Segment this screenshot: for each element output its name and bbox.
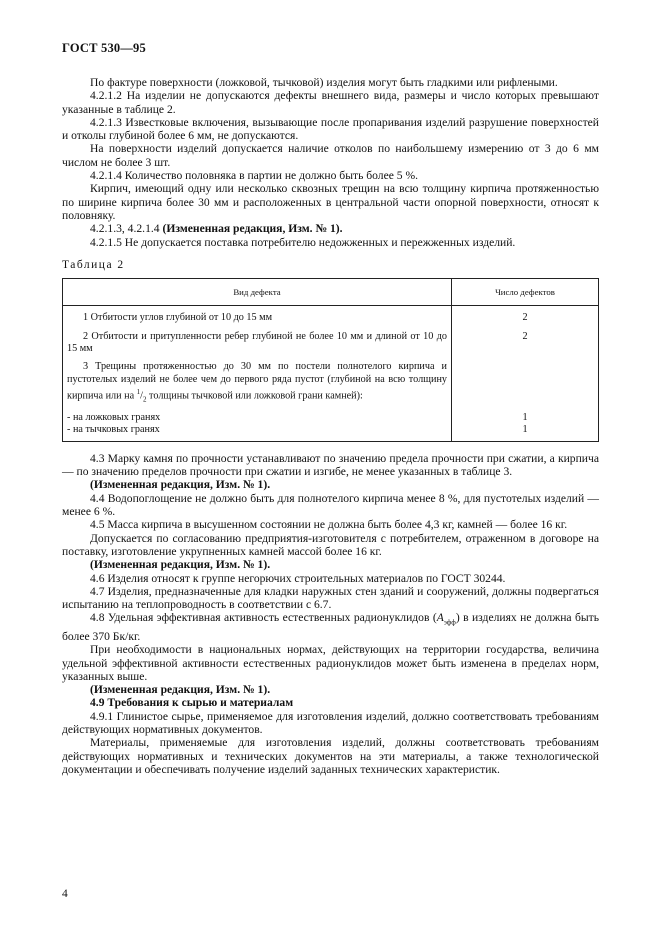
para-4-2-1-3: 4.2.1.3 Известковые включения, вызывающие после пропаривания изделий разрушение поверхностей и отколы глубиной более 6 мм, не допускаются. (62, 115, 599, 143)
activity-symbol: A (436, 611, 444, 625)
para-4-2-1-2: 4.2.1.2 На изделии не допускаются дефекты внешнего вида, размеры и число которых превышают указанные в таблице 2. (62, 89, 599, 116)
edition-note: (Измененная редакция, Изм. № 1). (90, 558, 271, 572)
defects-table (62, 278, 599, 442)
para-4-6: 4.6 Изделия относят к группе негорючих строительных материалов по ГОСТ 30244. (90, 571, 506, 585)
row3a-text: - на ложковых гранях (63, 406, 452, 424)
section-4-9-title: 4.9 Требования к сырью и материалам (90, 696, 294, 710)
table-caption: Таблица 2 (62, 258, 125, 271)
para-otkoly: На поверхности изделий допускается наличие отколов по наибольшему измерению от 3 до 6 мм числом не более 3 шт. (62, 142, 599, 169)
para-dopusk: Допускается по согласованию предприятия-изготовителя с потребителем, отраженном в договоре на поставку, изготовление укрупненных камней массой более 16 кг. (62, 531, 599, 558)
edition-note: (Измененная редакция, Изм. № 1). (90, 478, 271, 492)
para-4-8: 4.8 Удельная эффективная активность естественных радионуклидов $(A_{эфф})$ в изделиях не должна быть более 370 Бк/кг. (62, 611, 600, 643)
para-4-7: 4.7 Изделия, предназначенные для кладки наружных стен зданий и сооружений, должны подвергаться испытанию на теплопроводность в соответствии с 6.7. (62, 584, 599, 612)
para-texture: По фактуре поверхности (ложковой, тычковой) изделия могут быть гладкими или рифлеными. (90, 76, 558, 89)
table-header-row (63, 279, 599, 306)
table-row (63, 406, 599, 424)
table-row (63, 424, 599, 441)
table-row (63, 325, 599, 356)
edition-note: (Измененная редакция, Изм. № 1). (162, 222, 343, 236)
table-row (63, 306, 599, 325)
para-4-2-1-5: 4.2.1.5 Не допускается поставка потребителю недожженных и пережженных изделий. (90, 235, 516, 249)
page-content (62, 76, 599, 776)
para-4-5: 4.5 Масса кирпича в высушенном состоянии не должна быть более 4,3 кг, камней — более 16 кг. (90, 518, 568, 532)
para-materials: Материалы, применяемые для изготовления изделий, должны соответствовать требованиям действующих нормативных и технических документов на эти материалы, а также технологической документации и обеспечивать получение изделий заданных технических характеристик. (62, 736, 599, 776)
frac-numerator: 1 (136, 388, 141, 397)
para-4-9-1: 4.9.1 Глинистое сырье, применяемое для изготовления изделий, должно соответствовать требованиям действующих нормативных документов. (62, 709, 599, 737)
para-polovnyak: Кирпич, имеющий одну или несколько сквозных трещин на всю толщину кирпича протяженностью по ширине кирпича более 30 мм и расположенных в центральной части опорной поверхности, относят к половняку. (62, 182, 599, 222)
activity-subscript: эфф (443, 618, 456, 627)
para-4-2-1-4: 4.2.1.4 Количество половняка в партии не должно быть более 5 %. (90, 169, 419, 183)
col-defect-header: Вид дефекта (63, 279, 452, 306)
para-neobh: При необходимости в национальных нормах, действующих на территории государства, величина удельной эффективной активности естественных радионуклидов может быть изменена в пределах норм, указанных выше. (62, 643, 599, 683)
row3a-count: 1 (452, 406, 599, 424)
table-row (63, 355, 599, 406)
col-count-header: Число дефектов (452, 279, 599, 306)
para-4-3: 4.3 Марку камня по прочности устанавливают по значению предела прочности при сжатии, а кирпича — по значению пределов прочности при сжатии и изгибе, не менее указанных в таблице 3. (62, 451, 599, 479)
row3b-count: 1 (452, 424, 599, 441)
frac-denominator: 2 (143, 395, 147, 404)
row1-text: 1 Отбитости углов глубиной от 10 до 15 мм (83, 312, 273, 324)
row3b-text: - на тычковых гранях (63, 424, 452, 441)
row3-text: 3 Трещины протяженностью до 30 мм по постели полнотелого кирпича и пустотелых изделий не более чем до первого ряда пустот (глубиной на всю толщину кирпича или на $^1/_2$ толщины тычковой или ложковой грани камней): (67, 361, 447, 404)
clause-numbers: 4.2.1.3, 4.2.1.4 (90, 222, 160, 236)
page-number: 4 (62, 888, 68, 900)
page-header: ГОСТ 530—95 (62, 41, 146, 55)
row2-count: 2 (452, 325, 599, 356)
para-edition-1 (62, 222, 599, 235)
row2-text: 2 Отбитости и притупленности ребер глубиной не более 10 мм и длиной от 10 до 15 мм (67, 330, 447, 354)
row1-count: 2 (452, 306, 599, 325)
para-4-4: 4.4 Водопоглощение не должно быть для полнотелого кирпича менее 8 %, для пустотелых изделий — менее 6 %. (62, 491, 599, 519)
edition-note: (Измененная редакция, Изм. № 1). (90, 683, 271, 697)
